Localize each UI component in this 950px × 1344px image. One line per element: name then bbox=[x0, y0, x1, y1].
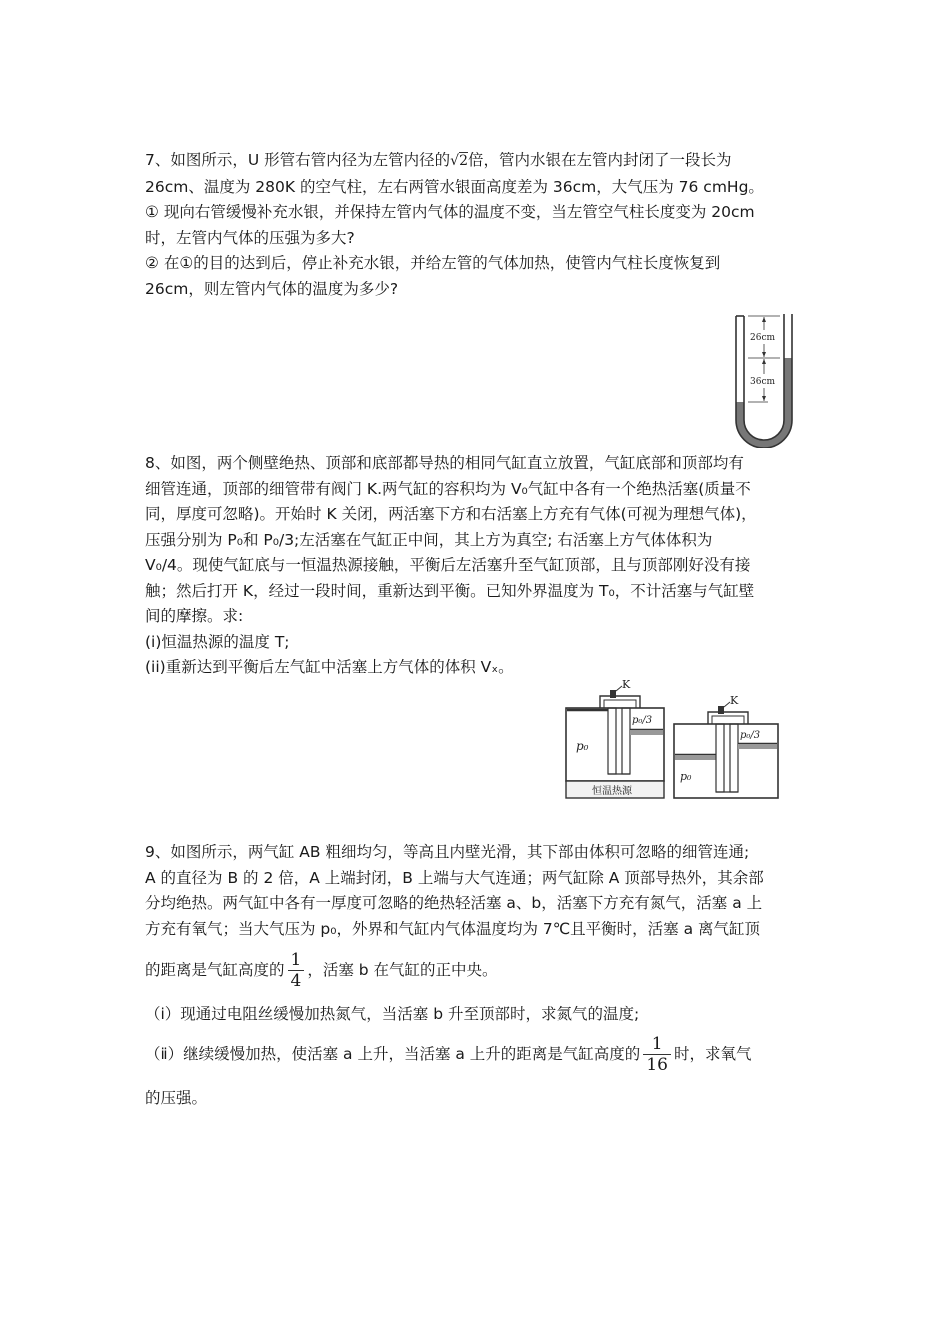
arrowhead bbox=[762, 352, 766, 357]
left-top-tube bbox=[600, 696, 640, 708]
label-36cm: 36cm bbox=[750, 377, 776, 387]
left-u-tube-left bbox=[608, 708, 616, 774]
q8-line-6: 触；然后打开 K，经过一段时间，重新达到平衡。已知外界温度为 T₀，不计活塞与气缸壁 bbox=[145, 581, 755, 600]
q7-line-6: 26cm，则左管内气体的温度为多少? bbox=[145, 279, 399, 298]
right-valve bbox=[718, 706, 724, 714]
right-u-tube-left bbox=[716, 724, 724, 792]
arrowhead bbox=[762, 359, 766, 364]
q9-line-6: （ⅰ）现通过电阻丝缓慢加热氮气，当活塞 b 升至顶部时，求氮气的温度; bbox=[145, 1005, 640, 1023]
label-26cm: 26cm bbox=[750, 333, 776, 343]
question-7 bbox=[145, 148, 815, 302]
q9-line-2: A 的直径为 B 的 2 倍，A 上端封闭，B 上端与大气连通；两气缸除 A 顶部导热外，其余部 bbox=[145, 868, 764, 887]
right-p0-3-label: p₀/3 bbox=[740, 730, 761, 741]
q8-line-7: 间的摩擦。求: bbox=[145, 607, 244, 625]
inner-tube bbox=[712, 716, 744, 724]
q8-line-8: (i)恒温热源的温度 T; bbox=[145, 632, 290, 651]
u-tube-figure bbox=[728, 308, 804, 452]
heat-source-label: 恒温热源 bbox=[592, 786, 632, 797]
q8-line-3: 同，厚度可忽略)。开始时 K 关闭，两活塞下方和右活塞上方充有气体(可视为理想气体)， bbox=[145, 505, 757, 523]
question-9 bbox=[145, 840, 815, 1111]
right-u-tube-right bbox=[730, 724, 738, 792]
fraction-one-sixteenth: $\frac{1}{16}$ bbox=[643, 1034, 671, 1075]
q9-line-8: 的压强。 bbox=[145, 1088, 208, 1107]
right-cylinders bbox=[674, 724, 778, 798]
q7-line-5: ② 在①的目的达到后，停止补充水银，并给左管的气体加热，使管内气柱长度恢复到 bbox=[145, 254, 721, 272]
inner-tube bbox=[604, 700, 636, 708]
q9-line-1: 9、如图所示，两气缸 AB 粗细均匀，等高且内壁光滑，其下部由体积可忽略的细管连通; bbox=[145, 843, 750, 861]
q8-line-2: 细管连通，顶部的细管带有阀门 K.两气缸的容积均为 V₀气缸中各有一个绝热活塞(质量不 bbox=[145, 479, 751, 498]
q7-line-2: 26cm、温度为 280K 的空气柱，左右两管水银面高度差为 36cm，大气压为 76 cmHg。 bbox=[145, 177, 764, 196]
q8-line-9: (ii)重新达到平衡后左气缸中活塞上方气体的体积 Vₓ。 bbox=[145, 658, 514, 676]
arrowhead bbox=[762, 396, 766, 401]
left-u-tube-right bbox=[622, 708, 630, 774]
q9-line-7: （ⅱ）继续缓慢加热，使活塞 a 上升，当活塞 a 上升的距离是气缸高度的 $\frac{1}{16}$ 时，求氧气 bbox=[145, 1033, 752, 1075]
q9-line-5: 的距离是气缸高度的 $\frac{1}{4}$ ，活塞 b 在气缸的正中央。 bbox=[145, 950, 498, 991]
question-8 bbox=[145, 451, 815, 681]
piston-hatch bbox=[738, 744, 777, 749]
q8-line-5: V₀/4。现使气缸底与一恒温热源接触，平衡后左活塞升至气缸顶部，且与顶部刚好没有接 bbox=[145, 556, 751, 574]
q9-line-3: 分均绝热。两气缸中各有一厚度可忽略的绝热轻活塞 a、b，活塞下方充有氮气，活塞 a 上 bbox=[145, 894, 763, 912]
q7-line-3: ① 现向右管缓慢补充水银，并保持左管内气体的温度不变，当左管空气柱长度变为 20cm bbox=[145, 203, 755, 221]
q9-line-4: 方充有氧气；当大气压为 p₀，外界和气缸内气体温度均为 7℃且平衡时，活塞 a 离气缸顶 bbox=[145, 919, 761, 938]
left-p0-label: p₀ bbox=[576, 739, 589, 753]
left-p0-3-label: p₀/3 bbox=[632, 715, 653, 726]
sqrt-symbol: √2 bbox=[450, 153, 468, 169]
cylinders-figure bbox=[562, 680, 784, 808]
arrowhead bbox=[762, 317, 766, 322]
right-p0-label: p₀ bbox=[680, 770, 692, 783]
q7-line-4: 时，左管内气体的压强为多大? bbox=[145, 228, 355, 247]
left-valve-label: K bbox=[622, 680, 631, 691]
right-top-tube bbox=[708, 712, 748, 724]
fraction-one-quarter: $\frac{1}{4}$ bbox=[288, 950, 305, 991]
q8-line-1: 8、如图，两个侧壁绝热、顶部和底部都导热的相同气缸直立放置，气缸底部和顶部均有 bbox=[145, 454, 744, 472]
left-valve bbox=[610, 690, 616, 698]
q7-line-1: 7、如图所示，U 形管右管内径为左管内径的√2倍，管内水银在左管内封闭了一段长为 bbox=[145, 151, 732, 169]
right-valve-label: K bbox=[730, 694, 739, 707]
piston-hatch bbox=[675, 755, 716, 760]
q8-line-4: 压强分别为 P₀和 P₀/3;左活塞在气缸正中间，其上方为真空; 右活塞上方气体体积为 bbox=[145, 530, 713, 549]
piston-hatch bbox=[630, 730, 663, 735]
